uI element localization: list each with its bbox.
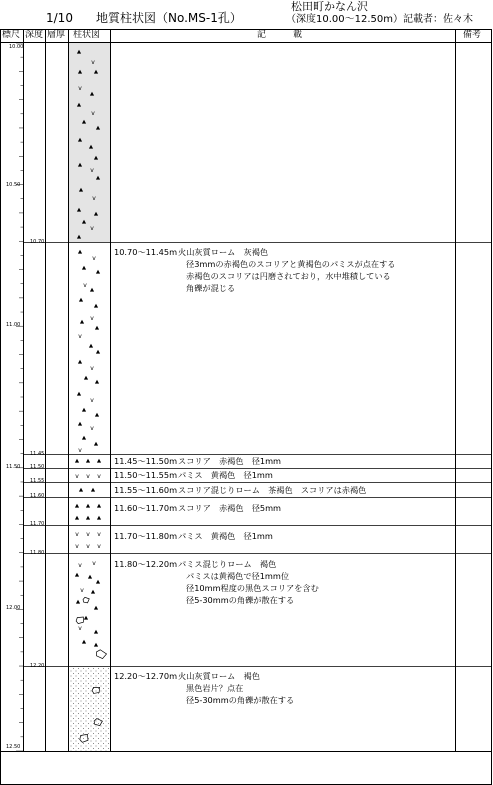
strata-column (69, 43, 110, 751)
layer-line: 径10mm程度の黒色スコリアを含む (186, 583, 319, 593)
layer-line: 径3mmの赤褐色のスコリアと黄褐色のパミスが点在する (186, 259, 396, 269)
header-elevation: 標尺 (2, 30, 21, 40)
layer-line: スコリア混じりローム 茶褐色 スコリアは赤褐色 (178, 485, 367, 495)
sheet-title: 地質柱状図（No.MS-1孔） (96, 11, 242, 25)
svg-text:v: v (78, 447, 82, 454)
svg-text:v: v (75, 473, 79, 480)
scale-label: 10.50 (6, 182, 21, 188)
layer-line: 火山灰質ローム 灰褐色 (178, 247, 269, 257)
depth-label: 11.45 (30, 451, 45, 457)
svg-text:v: v (75, 531, 79, 538)
svg-text:v: v (92, 195, 96, 202)
svg-text:v: v (86, 531, 90, 538)
depth-label: 12.20 (30, 663, 45, 669)
layer-depth: 11.45～11.50m (114, 456, 178, 466)
scale-label: 10.00 (9, 44, 24, 50)
svg-text:v: v (92, 560, 96, 567)
layer-line: パミス 黄褐色 径1mm (178, 531, 273, 541)
svg-text:v: v (97, 543, 101, 550)
layer-depth: 11.50～11.55m (114, 470, 178, 480)
location-label: 松田町かなん沢 (291, 0, 368, 13)
svg-text:v: v (78, 85, 82, 92)
header-remarks: 備考 (463, 30, 482, 40)
depth-label: 11.80 (30, 550, 45, 556)
layer-line: 黒色岩片？点在 (186, 683, 244, 693)
layer-depth: 10.70～11.45m (114, 247, 178, 257)
scale-label: 11.00 (6, 322, 21, 328)
scale-label: 11.50 (6, 464, 21, 470)
depth-label: 11.55 (30, 478, 45, 484)
svg-text:v: v (97, 531, 101, 538)
layer-line: 径5-30mmの角礫が散在する (186, 595, 295, 605)
svg-text:v: v (83, 282, 87, 289)
svg-text:v: v (86, 473, 90, 480)
header-depth: 深度 (25, 30, 44, 40)
svg-text:v: v (90, 425, 94, 432)
layer-line: 径5-30mmの角礫が散在する (186, 695, 295, 705)
layer-line: パミス混じりローム 褐色 (178, 559, 277, 569)
svg-text:v: v (91, 110, 95, 117)
layer-line: 赤褐色のスコリアは円磨されており，水中堆積している (186, 271, 391, 281)
scale-label: 12.00 (6, 605, 21, 611)
scale-ratio: 1/10 (46, 11, 73, 25)
svg-text:v: v (91, 59, 95, 66)
depth-label: 11.50 (30, 464, 45, 470)
svg-text:v: v (90, 365, 94, 372)
layer-line: 角礫が混じる (186, 283, 236, 293)
header-description: 記 載 (257, 30, 303, 40)
layer-line: スコリア 赤褐色 径5mm (178, 503, 282, 513)
svg-text:v: v (90, 167, 94, 174)
layer-depth: 12.20～12.70m (114, 671, 178, 681)
layer-line: スコリア 赤褐色 径1mm (178, 456, 282, 466)
svg-text:v: v (90, 225, 94, 232)
svg-text:v: v (80, 587, 84, 594)
svg-text:v: v (86, 543, 90, 550)
scale-label: 12.50 (6, 744, 21, 750)
layer-line: パミス 黄褐色 径1mm (178, 470, 273, 480)
svg-text:v: v (90, 315, 94, 322)
svg-text:v: v (78, 562, 82, 569)
svg-text:v: v (75, 543, 79, 550)
depth-label: 11.60 (30, 493, 45, 499)
layer-depth: 11.70～11.80m (114, 531, 178, 541)
svg-text:v: v (78, 625, 82, 632)
header-column: 柱状図 (73, 30, 101, 40)
svg-text:v: v (90, 397, 94, 404)
depth-label: 11.70 (30, 521, 45, 527)
layer-line: パミスは黄褐色で径1mm位 (186, 571, 290, 581)
layer-depth: 11.55～11.60m (114, 485, 178, 495)
layer-line: 火山灰質ローム 褐色 (178, 671, 260, 681)
layer-depth: 11.60～11.70m (114, 503, 178, 513)
layer-depth: 11.80～12.20m (114, 559, 178, 569)
svg-text:v: v (92, 255, 96, 262)
svg-text:v: v (97, 473, 101, 480)
header-thickness: 層厚 (47, 30, 66, 40)
svg-text:v: v (78, 333, 82, 340)
depth-range-recorder: （深度10.00～12.50m）記載者：佐々木 (286, 14, 473, 25)
depth-label: 10.70 (30, 239, 45, 245)
